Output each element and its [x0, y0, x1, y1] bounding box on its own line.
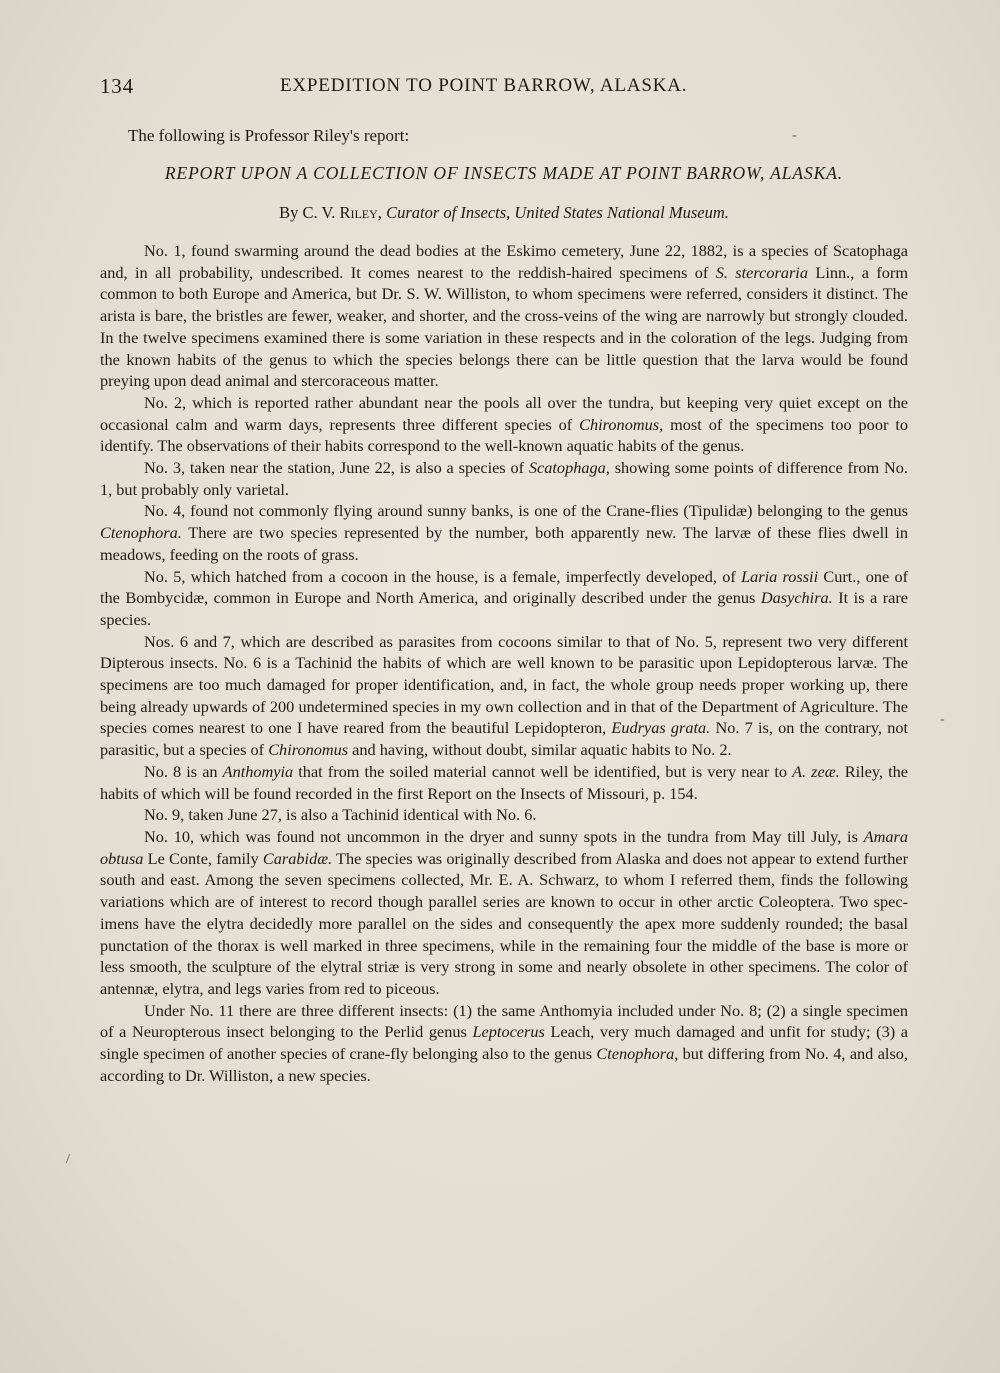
italic-term: Scatophaga, [528, 458, 610, 478]
running-head [100, 74, 908, 100]
paragraph-text: Leach, very much damaged and unfit for study; (3) a single specimen of another species of crane-fly belonging also to the genus [100, 1022, 908, 1064]
paragraph-text: No. 3, taken near the station, June 22, is also a species of [144, 458, 529, 478]
italic-term: Amara obtusa [100, 826, 908, 868]
body-paragraph [100, 761, 908, 804]
byline [100, 203, 908, 223]
byline-position: Curator of Insects, United States National Museum. [386, 203, 729, 222]
paragraph-text: Riley, the habits of which will be found recorded in the first Report on the Insects of Missouri, p. 154. [100, 761, 909, 803]
paragraph-text: No. 4, found not commonly flying around sunny banks, is one of the Crane-flies (Tipulidæ) belonging to the genus [144, 501, 908, 521]
paragraph-text: No. 7 is, on the contrary, not parasitic, but a species of [100, 718, 908, 760]
body-paragraph [100, 500, 908, 565]
italic-term: A. zeæ. [792, 761, 840, 781]
paragraph-text: Le Conte, family [143, 848, 263, 868]
italic-term: Chironomus [268, 740, 349, 760]
italic-term: Eudryas grata. [611, 718, 711, 738]
paragraph-text: It is a rare species. [100, 588, 909, 629]
paragraph-text: and having, without doubt, similar aquatic habits to No. 2. [348, 740, 732, 760]
intro-line: The following is Professor Riley's report: [128, 126, 410, 145]
paragraph-text: Nos. 6 and 7, which are described as parasites from cocoons similar to that of No. 5, represent two very different Dipterous insects. No. 6 is a Tachinid the habits of which are well known to be parasitic upon Lepidopterous larvæ. The specimens are too much damaged for proper identification, and, in fact, the whole group needs proper working up, there being already upwards of 200 undetermined species in my own collection and in that of the Department of Agriculture. The species comes nearest to one I have reared from the beautiful Lepidopteron, [100, 631, 908, 738]
paragraph-text: showing some points of difference from No. 1, but probably only varietal. [100, 458, 908, 499]
paragraph-text: that from the soiled material cannot well be identified, but is very near to [293, 761, 793, 781]
italic-term: Carabidæ. [262, 848, 333, 868]
italic-term: Chironomus, [579, 414, 664, 434]
body-paragraph [100, 240, 908, 392]
margin-mark: / [66, 1152, 70, 1167]
italic-term: Anthomyia [222, 761, 294, 781]
margin-mark: - [940, 712, 945, 727]
paragraph-text: Under No. 11 there are three different insects: (1) the same Anthomyia included under No. 8; (2) a single specimen of a Neuropterous insect belonging to the Perlid genus [100, 1000, 908, 1042]
body-paragraph [100, 631, 908, 761]
page-number: 134 [100, 74, 134, 98]
paragraph-text: No. 2, which is reported rather abundant near the pools all over the tundra, but keeping very quiet except on the occasional calm and warm days, represents three different species of [100, 392, 908, 434]
italic-term: S. stercoraria [715, 262, 808, 282]
body-paragraph [100, 457, 908, 500]
body-paragraph [100, 1000, 908, 1087]
paragraph-text: No. 8 is an [144, 761, 223, 781]
body-paragraph [100, 804, 908, 826]
body-paragraph [100, 566, 908, 631]
paragraph-text: Linn., a form common to both Europe and America, but Dr. S. W. Williston, to whom specimens were referred, considers it distinct. The arista is bare, the bristles are fewer, weaker, and shorter, and the cross-veins of the wing are narrowly but strongly clouded. In the twelve specimens examined there is some variation in these respects and in the coloration of the legs. Judging from the known habits of the genus to which the species belongs there can be little question that the larva would be found preying upon dead animal and stercoraceous matter. [100, 262, 908, 391]
margin-mark: - [792, 128, 797, 143]
paragraph-text: No. 10, which was found not uncommon in the dryer and sunny spots in the tundra from May till July, is [144, 826, 864, 846]
byline-author: C. V. Riley, [302, 203, 382, 222]
report-body [100, 240, 908, 1086]
paragraph-text: No. 9, taken June 27, is also a Tachinid identical with No. 6. [144, 805, 537, 825]
report-title: REPORT UPON A COLLECTION OF INSECTS MADE AT POINT BARROW, ALASKA. [164, 163, 844, 183]
paragraph-text: No. 5, which hatched from a cocoon in the house, is a female, imperfectly developed, of [144, 566, 742, 586]
paragraph-text: Curt., one of the Bombycidæ, common in Europe and North America, and originally described under the genus [100, 566, 909, 608]
italic-term: Ctenophora, [596, 1044, 679, 1064]
body-paragraph [100, 826, 908, 1000]
italic-term: Laria rossii [741, 566, 819, 586]
paragraph-text: but differing from No. 4, and also, according to Dr. Williston, a new species. [100, 1044, 908, 1085]
paragraph-text: most of the specimens too poor to identify. The observations of their habits correspond to the well-known aquatic habits of the genus. [100, 414, 908, 456]
paragraph-text: There are two species represented by the number, both apparently new. The larvæ of these flies dwell in meadows, feeding on the roots of grass. [100, 523, 908, 564]
italic-term: Ctenophora. [100, 523, 182, 543]
paragraph-text: No. 1, found swarming around the dead bodies at the Eskimo cemetery, June 22, 1882, is a species of Scatophaga and, in all probability, undescribed. It comes nearest to the reddish-haired specimens of [100, 241, 908, 282]
paragraph-text: The species was originally described from Alaska and does not appear to extend further south and east. Among the seven specimens collected, Mr. E. A. Schwarz, to whom I referred them, finds the following variations which are of interest to record though parallel series are known to occur in other arctic Coleoptera. Two specimens have the elytra decidedly more parallel on the sides and consequently the apex more suddenly rounded; the basal punctation of the thorax is well marked in three specimens, while in the remaining four the middle of the base is more or less smooth, the sculpture of the elytral striæ is very strong in some and nearly obsolete in other specimens. The color of antennæ, elytra, and legs varies from red to piceous. [100, 848, 908, 998]
body-paragraph [100, 392, 908, 457]
byline-by: By [279, 203, 299, 222]
italic-term: Dasychira. [760, 588, 833, 608]
running-head-title: EXPEDITION TO POINT BARROW, ALASKA. [280, 75, 688, 96]
italic-term: Leptocerus [472, 1022, 545, 1042]
